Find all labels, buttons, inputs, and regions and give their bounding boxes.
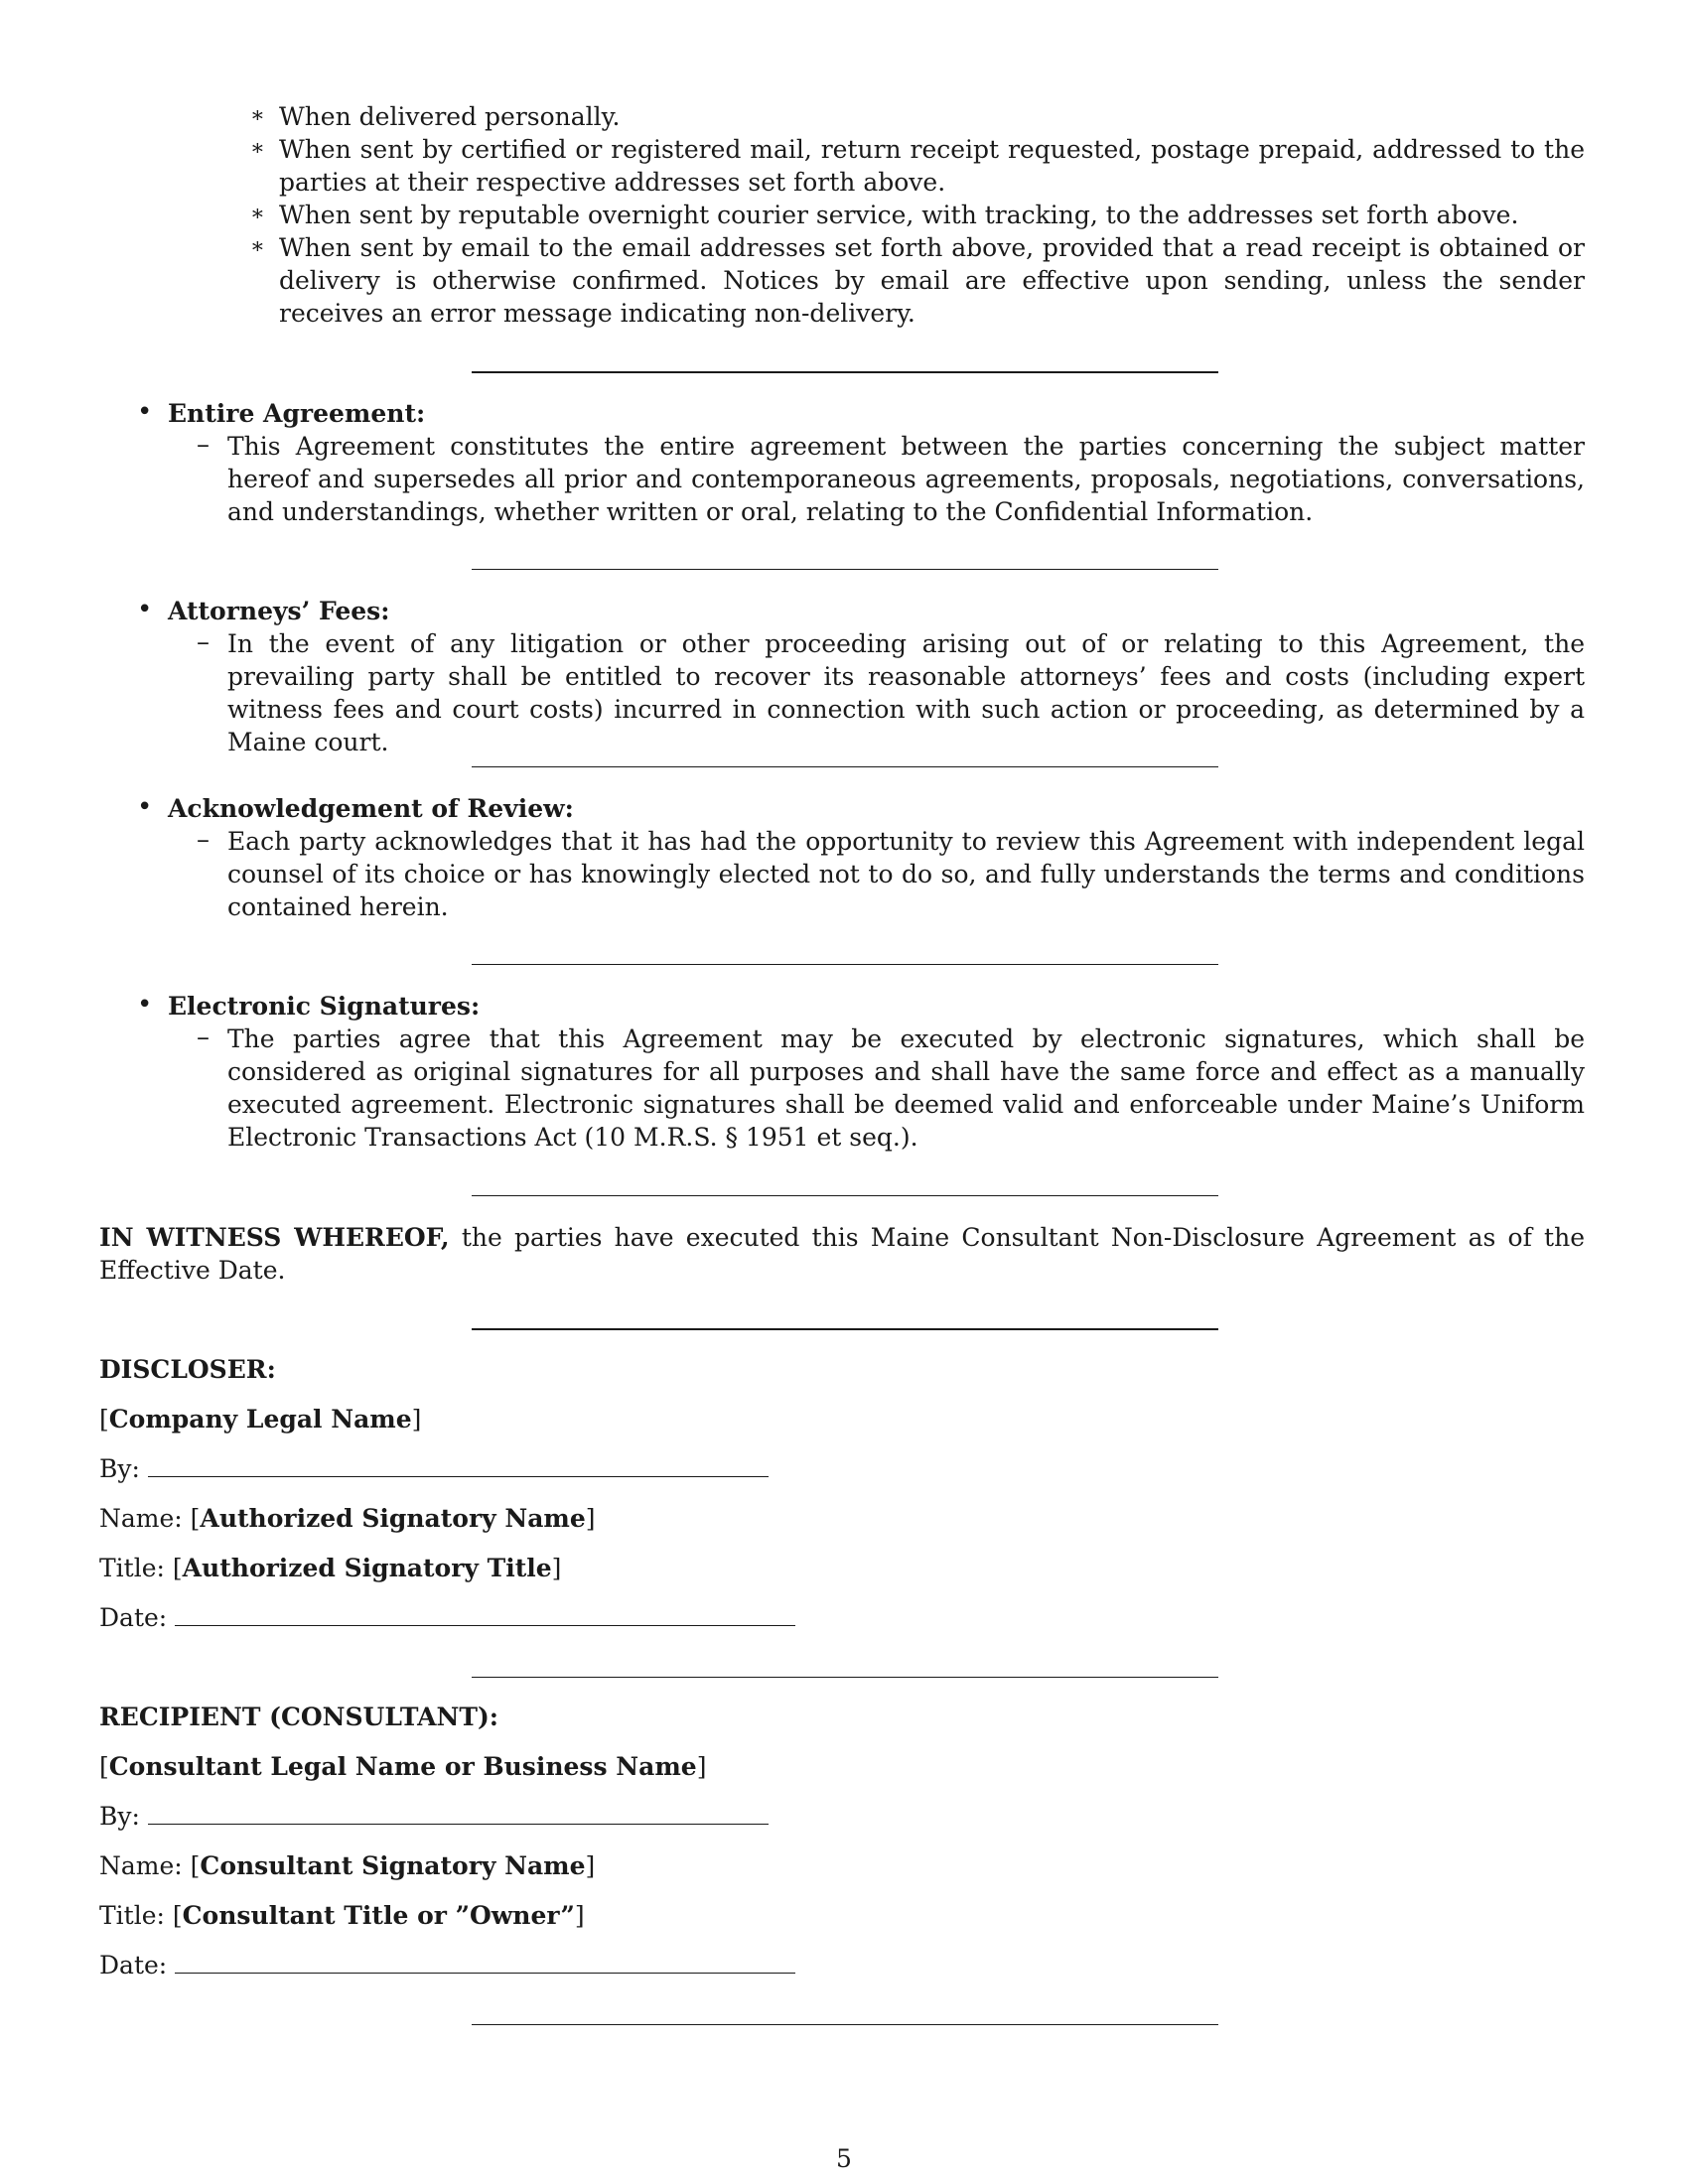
recipient-name-row: Name: [Consultant Signatory Name] xyxy=(99,1851,596,1880)
dash-bullet-icon: – xyxy=(197,825,210,855)
discloser-by-label: By: xyxy=(99,1454,140,1483)
discloser-entity: Company Legal Name xyxy=(108,1405,412,1433)
notice-method-4: When sent by email to the email addresses set forth above, provided that a read receipt is obtained or delivery is otherwise confirmed. Notices by email are effective upon sending, unless the sender receives an error message indicating non-delivery. xyxy=(279,233,1585,328)
discloser-title-label: Title: xyxy=(99,1554,165,1582)
esign-body: The parties agree that this Agreement may be executed by electronic signatures, which shall be considered as original signatures for all purposes and shall have the same force and effect as a manually executed agreement. Electronic signatures shall be deemed valid and enforceable under Maine’s Uniform Electronic Transactions Act (10 M.R.S. § 1951 et seq.). xyxy=(227,1024,1585,1152)
recipient-title-row: Title: [Consultant Title or ”Owner”] xyxy=(99,1901,585,1930)
review-heading: Acknowledgement of Review: xyxy=(168,794,574,823)
discloser-date-label: Date: xyxy=(99,1603,168,1632)
recipient-date-line[interactable] xyxy=(175,1951,795,1974)
recipient-date-label: Date: xyxy=(99,1951,168,1979)
esign-heading: Electronic Signatures: xyxy=(168,992,481,1021)
section-divider xyxy=(472,964,1218,965)
section-divider xyxy=(472,371,1218,373)
discloser-date-line[interactable] xyxy=(175,1603,795,1626)
recipient-title-value: Consultant Title or ”Owner” xyxy=(182,1901,575,1930)
recipient-signature-line[interactable] xyxy=(148,1802,769,1825)
bullet-icon: • xyxy=(137,792,153,822)
attorneys-fees-heading: Attorneys’ Fees: xyxy=(168,597,390,625)
section-divider xyxy=(472,1195,1218,1196)
recipient-heading: RECIPIENT (CONSULTANT): xyxy=(99,1703,499,1731)
page-number: 5 xyxy=(836,2144,852,2173)
discloser-by-row xyxy=(99,1452,769,1485)
discloser-signature-line[interactable] xyxy=(148,1454,769,1477)
review-body: Each party acknowledges that it has had the opportunity to review this Agreement with independent legal counsel of its choice or has knowingly elected not to do so, and fully understands the terms and conditions contained herein. xyxy=(227,827,1585,921)
bullet-icon: • xyxy=(137,595,153,624)
discloser-heading: DISCLOSER: xyxy=(99,1355,276,1384)
entire-agreement-body: This Agreement constitutes the entire agreement between the parties concerning the subject matter hereof and supersedes all prior and contemporaneous agreements, proposals, negotiations, conversations, and understandings, whether written or oral, relating to the Confidential Information. xyxy=(227,432,1585,526)
dash-bullet-icon: – xyxy=(197,1023,210,1052)
asterisk-bullet-icon: ∗ xyxy=(250,136,265,161)
attorneys-fees-body: In the event of any litigation or other proceeding arising out of or relating to this Agreement, the prevailing party shall be entitled to recover its reasonable attorneys’ fees and costs (including expert witness fees and court costs) incurred in connection with such action or proceeding, as determined by a Maine court. xyxy=(227,629,1585,756)
notice-method-1: When delivered personally. xyxy=(279,102,621,131)
notice-method-2: When sent by certified or registered mail, return receipt requested, postage prepaid, addressed to the parties at their respective addresses set forth above. xyxy=(279,135,1585,197)
bullet-icon: • xyxy=(137,990,153,1020)
recipient-name-label: Name: xyxy=(99,1851,183,1880)
notice-method-3: When sent by reputable overnight courier service, with tracking, to the addresses set forth above. xyxy=(279,201,1519,229)
discloser-date-row xyxy=(99,1601,795,1634)
witness-paragraph xyxy=(99,1221,1585,1287)
discloser-title-row: Title: [Authorized Signatory Title] xyxy=(99,1554,562,1582)
section-divider xyxy=(472,2024,1218,2025)
discloser-name-value: Authorized Signatory Name xyxy=(200,1504,586,1533)
recipient-title-label: Title: xyxy=(99,1901,165,1930)
recipient-entity-row: [Consultant Legal Name or Business Name] xyxy=(99,1752,707,1781)
discloser-name-label: Name: xyxy=(99,1504,183,1533)
recipient-name-value: Consultant Signatory Name xyxy=(200,1851,586,1880)
recipient-date-row xyxy=(99,1949,795,1981)
dash-bullet-icon: – xyxy=(197,627,210,657)
section-divider xyxy=(472,1677,1218,1678)
witness-text: the parties have executed this Maine Consultant Non-Disclosure Agreement as of the Effective Date. xyxy=(99,1223,1585,1285)
section-divider xyxy=(472,766,1218,767)
bullet-icon: • xyxy=(137,397,153,427)
discloser-entity-row: [Company Legal Name] xyxy=(99,1405,422,1433)
discloser-title-value: Authorized Signatory Title xyxy=(182,1554,552,1582)
entire-agreement-heading: Entire Agreement: xyxy=(168,399,426,428)
asterisk-bullet-icon: ∗ xyxy=(250,103,265,128)
recipient-entity: Consultant Legal Name or Business Name xyxy=(108,1752,697,1781)
recipient-by-label: By: xyxy=(99,1802,140,1831)
witness-lead: IN WITNESS WHEREOF, xyxy=(99,1223,450,1252)
section-divider xyxy=(472,569,1218,570)
asterisk-bullet-icon: ∗ xyxy=(250,234,265,259)
asterisk-bullet-icon: ∗ xyxy=(250,202,265,226)
recipient-by-row xyxy=(99,1800,769,1833)
dash-bullet-icon: – xyxy=(197,430,210,460)
section-divider xyxy=(472,1328,1218,1330)
discloser-name-row: Name: [Authorized Signatory Name] xyxy=(99,1504,596,1533)
